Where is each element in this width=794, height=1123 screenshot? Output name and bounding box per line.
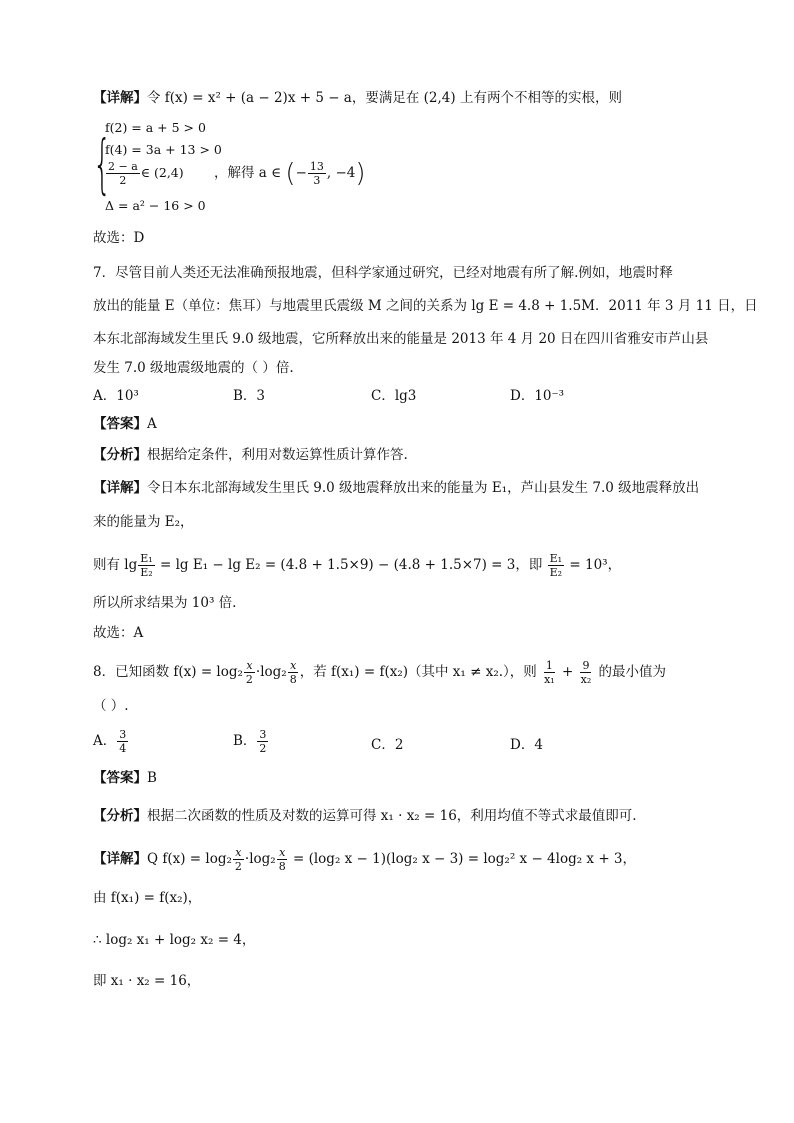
fraction: $\frac{9}{\text{x₂}}$ xyxy=(580,659,592,686)
fraction: $\frac{x}{8}$ xyxy=(289,659,297,686)
fraction: $\frac{x}{2}$ xyxy=(234,846,242,873)
fraction: $\frac{2 - a}{2}$ xyxy=(108,160,138,187)
q8-analysis: 【分析】根据二次函数的性质及对数的运算可得 x₁ · x₂ = 16，利用均值不等式求最值即可. xyxy=(93,808,637,824)
q8-step-2: ∴ log₂ x₁ + log₂ x₂ = 4， xyxy=(93,932,256,948)
system-row-3: $\frac{2 - a}{2}$ ∈ (2,4) xyxy=(108,160,184,187)
system-row-4: Δ = a² − 16 > 0 xyxy=(105,198,206,213)
q7-option-b: B．3 xyxy=(233,388,266,404)
fraction: $\frac{x}{8}$ xyxy=(278,846,286,873)
q6-conclusion: 故选：D xyxy=(93,230,145,246)
fraction: $\frac{\text{E₁}}{\text{E₂}}$ xyxy=(549,552,563,579)
q7-stem-line-2: 放出的能量 E（单位：焦耳）与地震里氏震级 M 之间的关系为 lg E = 4.8 + 1.5M．2011 年 3 月 11 日，日 xyxy=(93,298,758,314)
q8-option-b: B． $\frac{3}{2}$ xyxy=(233,728,267,755)
q7-stem-line-3: 本东北部海域发生里氏 9.0 级地震，它所释放出来的能量是 2013 年 4 月 20 日在四川省雅安市芦山县 xyxy=(93,331,709,347)
left-brace: { xyxy=(93,128,112,202)
q8-stem-line-1: 8．已知函数 f(x) = log₂ $\frac{x}{2}$ ·log₂ $\frac{x}{8}$ ，若 f(x₁) = f(x₂)（其中 x₁ ≠ x₂.），则 $\frac{1}{\text{x₁}}$ + $\frac{9}{\text{x₂}}$ 的最小值为 xyxy=(93,659,667,686)
q8-detail: 【详解】Q f(x) = log₂ $\frac{x}{2}$ ·log₂ $\frac{x}{8}$ = (log₂ x − 1)(log₂ x − 3) = log₂² x − 4log₂ x + 3， xyxy=(93,846,637,873)
fraction: $\frac{x}{2}$ xyxy=(245,659,253,686)
q7-stem-line-4: 发生 7.0 级地震级地震的（ ）倍. xyxy=(93,360,294,376)
fraction: $\frac{1}{\text{x₁}}$ xyxy=(544,659,555,686)
q6-detail-text: 令 f(x) = x² + (a − 2)x + 5 − a，要满足在 (2,4) 上有两个不相等的实根，则 xyxy=(147,90,622,106)
q7-answer: 【答案】A xyxy=(93,416,157,432)
q7-calculation: 则有 lg $\frac{\text{E₁}}{\text{E₂}}$ = lg E₁ − lg E₂ = (4.8 + 1.5×9) − (4.8 + 1.5×7) = 3，即 $\frac{\text{E₁}}{\text{E₂}}$ = 10³， xyxy=(93,552,622,579)
q8-option-c: C．2 xyxy=(371,737,404,753)
q7-detail-line-2: 来的能量为 E₂， xyxy=(93,514,194,530)
q7-analysis: 【分析】根据给定条件，利用对数运算性质计算作答. xyxy=(93,447,408,463)
q8-step-1: 由 f(x₁) = f(x₂)， xyxy=(93,890,202,906)
q8-option-a: A． $\frac{3}{4}$ xyxy=(93,728,127,755)
system-row-2: f(4) = 3a + 13 > 0 xyxy=(105,142,222,157)
q8-step-3: 即 x₁ · x₂ = 16， xyxy=(93,973,201,989)
system-row-1: f(2) = a + 5 > 0 xyxy=(105,120,206,135)
q7-conclusion: 故选：A xyxy=(93,625,144,641)
fraction: $\frac{3}{4}$ xyxy=(119,728,127,755)
fraction: $\frac{\text{E₁}}{\text{E₂}}$ xyxy=(140,552,153,579)
q8-answer: 【答案】B xyxy=(93,770,157,786)
fraction: $\frac{13}{3}$ xyxy=(309,160,324,187)
detail-tag: 【详解】 xyxy=(93,90,147,106)
q8-option-d: D．4 xyxy=(510,737,543,753)
q6-solution: ，解得 a ∈ (− $\frac{13}{3}$ , −4) xyxy=(214,158,366,189)
q7-option-d: D．10⁻³ xyxy=(510,388,565,404)
q7-stem-line-1: 7．尽管目前人类还无法准确预报地震，但科学家通过研究，已经对地震有所了解.例如，地震时释 xyxy=(93,265,673,281)
q7-option-a: A．10³ xyxy=(93,388,139,404)
q7-option-c: C．lg3 xyxy=(371,388,417,404)
q7-detail-line-1: 【详解】令日本东北部海域发生里氏 9.0 级地震释放出来的能量为 E₁，芦山县发生 7.0 级地震释放出 xyxy=(93,480,700,496)
q8-stem-line-2: （ ）. xyxy=(93,698,129,714)
fraction: $\frac{3}{2}$ xyxy=(259,728,267,755)
q7-result: 所以所求结果为 10³ 倍. xyxy=(93,595,237,611)
q6-detail-line xyxy=(93,88,622,108)
